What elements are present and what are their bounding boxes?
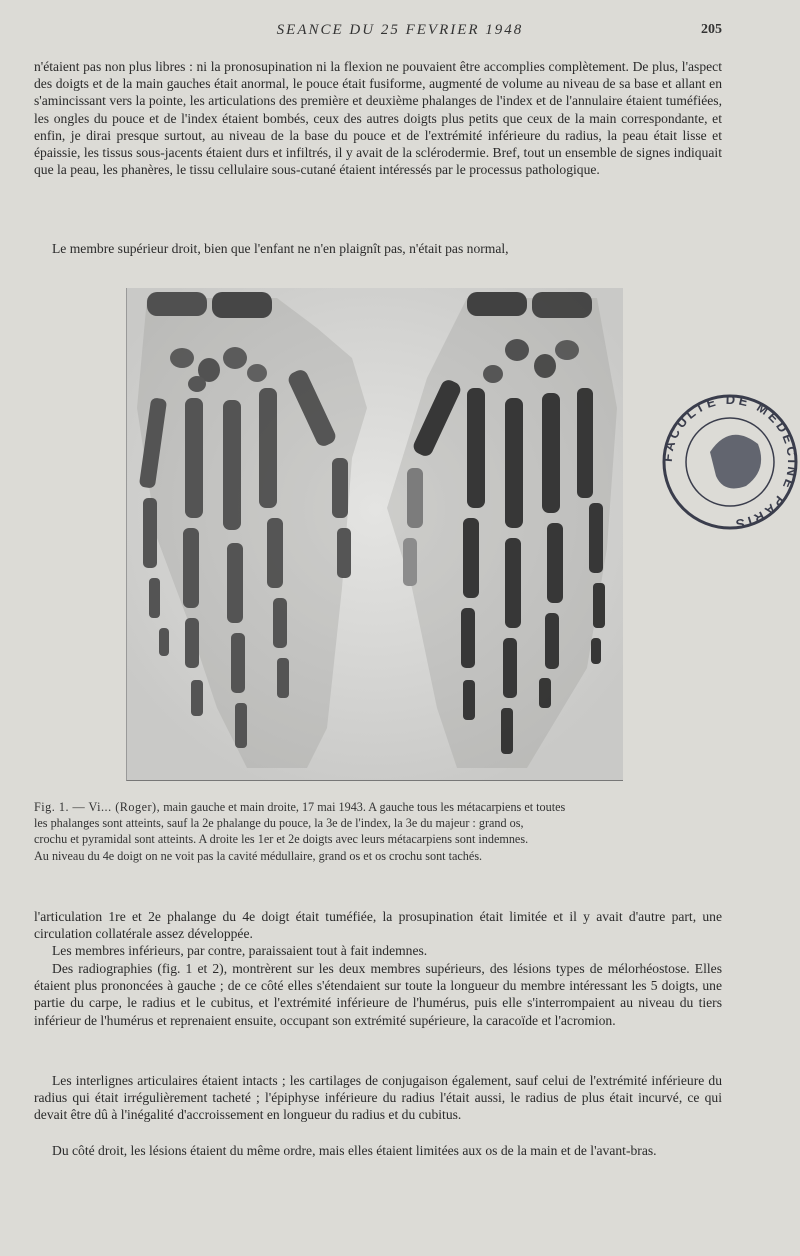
paragraph-7: Du côté droit, les lésions étaient du même ordre, mais elles étaient limitées aux os de la main et de l'avant-bras.: [52, 1143, 657, 1158]
caption-line-3: crochu et pyramidal sont atteints. A droite les 1er et 2e doigts avec leurs métacarpiens sont indemnes.: [34, 832, 529, 847]
page-number: 205: [701, 22, 722, 37]
running-header: [0, 22, 800, 42]
paragraph-1: n'étaient pas non plus libres : ni la pronosupination ni la flexion ne pouvaient être accomplies complètement. De plus, l'aspect des doigts et de la main gauches était anormal, le pouce était fusiforme, augmenté de volume au niveau de sa base et allant en s'amincissant vers la pointe, les articulations des première et deuxième phalanges de l'index et de l'annulaire étaient tuméfiées, les ongles du pouce et de l'index étaient bombés, ceux des autres doigts plus petits que ceux de la main correspondante, et enfin, je dirai presque surtout, au niveau de la base du pouce et de l'extrémité inférieure du radius, la peau était lisse et épaissie, les tissus sous-jacents étaient durs et infiltrés, il y avait de la sclérodermie. Bref, tout un ensemble de signes indiquait que la peau, les phanères, le tissu cellulaire sous-cutané étaient intéressés par le processus pathologique.: [34, 59, 722, 178]
paragraph-6: Les interlignes articulaires étaient intacts ; les cartilages de conjugaison également, sauf celui de l'extrémité inférieure du radius qui était irrégulièrement tacheté ; l'épiphyse inférieure du radius l'était aussi, le radius de plus était incurvé, ce qui devait être dû à l'inégalité d'accroissement en longueur du radius et du cubitus.: [34, 1073, 722, 1123]
caption-line-1: main gauche et main droite, 17 mai 1943. A gauche tous les métacarpiens et toutes: [163, 800, 566, 814]
paragraph-3: l'articulation 1re et 2e phalange du 4e doigt était tuméfiée, la prosupination était limitée et il y avait d'autre part, une circulation collatérale assez développée.: [34, 909, 722, 942]
library-stamp: [650, 382, 800, 542]
stamp-text: FACULTE DE MEDECINE PARIS: [659, 391, 800, 533]
xray-image: [127, 288, 623, 780]
header-title: SEANCE DU 25 FEVRIER 1948: [276, 22, 524, 38]
paragraph-5: Des radiographies (fig. 1 et 2), montrèrent sur les deux membres supérieurs, des lésions types de mélorhéostose. Elles étaient plus prononcées à gauche ; de ce côté elles s'étendaient sur toute la longueur du membre intéressant les 5 doigts, une partie du carpe, le radius et le cubitus, et l'extrémité inférieure de l'humérus, puis elle s'interrompaient au niveau du tiers inférieur de l'humérus et reprenaient ensuite, occupant son extrémité supérieure, la caracoïde et l'acromion.: [34, 961, 722, 1028]
caption-line-4: Au niveau du 4e doigt on ne voit pas la cavité médullaire, grand os et os crochu sont tachés.: [34, 848, 483, 863]
figure-caption: [34, 799, 734, 864]
paragraph-2: Le membre supérieur droit, bien que l'enfant ne n'en plaignît pas, n'était pas normal,: [52, 241, 509, 256]
hand-radiograph-figure: [126, 288, 623, 781]
paragraph-4: Les membres inférieurs, par contre, paraissaient tout à fait indemnes.: [52, 943, 428, 958]
caption-label: Fig. 1. — Vi... (Roger),: [34, 800, 161, 814]
caption-line-2: les phalanges sont atteints, sauf la 2e phalange du pouce, la 3e de l'index, la 3e du majeur : grand os,: [34, 816, 524, 831]
